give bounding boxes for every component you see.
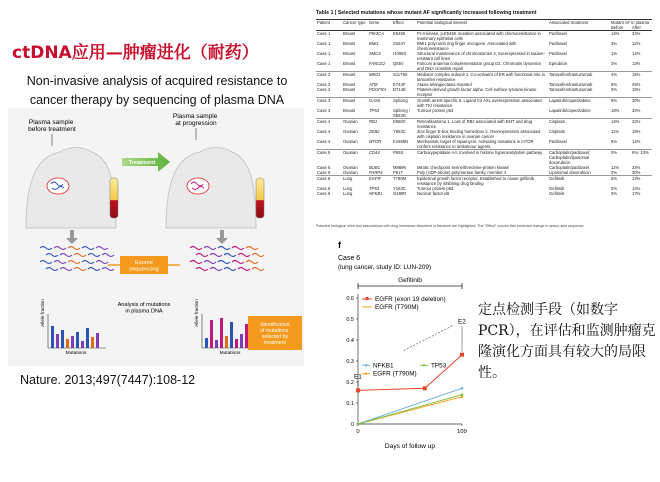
data-point (460, 353, 464, 357)
table-cell: Q55V (393, 61, 404, 66)
data-point (461, 393, 464, 396)
table-row (316, 98, 652, 109)
legend-label: EGFR (T790M) (373, 370, 417, 378)
table-cell: I1006S (393, 51, 407, 56)
allele-bar (230, 322, 233, 348)
table-cell: 34% (632, 165, 641, 170)
treatment-label: Gefitinib (398, 277, 422, 284)
table-cell: 15% (632, 87, 641, 92)
slide-title: ctDNA应用—肿瘤进化（耐药） (12, 43, 259, 63)
allele-bar (225, 336, 228, 348)
table-row (316, 87, 652, 98)
y-tick-label: 0.2 (346, 380, 354, 386)
table-cell: E744F (393, 82, 406, 87)
case6-chart (336, 238, 472, 478)
table-cell: Structural maintenance of chromosomes 4; overexpressed in taxane-resistant cell lines (417, 51, 546, 61)
table-cell: Gefitinib (548, 176, 610, 187)
table-cell: Case 6 (316, 176, 342, 187)
y-tick-label: 0.3 (346, 359, 354, 365)
table-cell: Ovarian (343, 170, 358, 175)
allele-bar (51, 326, 54, 348)
table-cell: TP53 (369, 108, 380, 113)
treatment-label: Treatment (128, 160, 156, 166)
legend-marker (366, 297, 369, 300)
table-cell: Case 1 (317, 41, 331, 46)
table-row (316, 129, 652, 139)
table-cell: Platelet-derived growth factor alpha. Cell surface tyrosine kinase receptor (417, 87, 537, 97)
x-axis-label: Days of follow up (384, 443, 436, 450)
table-cell: RB1 (368, 119, 392, 130)
label-before-treatment (28, 119, 76, 133)
table-cell: K1655N (393, 139, 409, 144)
table-cell: Case 1 (317, 61, 331, 66)
table-cell: 14% (632, 186, 641, 191)
allele-bar (210, 320, 213, 348)
table-cell: E580X (392, 119, 416, 130)
chart-subtitle: (lung cancer, study ID: LUN-209) (338, 264, 432, 271)
y-tick-label: 0.5 (346, 317, 354, 323)
table-cell: 34% (632, 31, 641, 36)
workflow-diagram (8, 108, 304, 366)
table-cell: D714E (393, 87, 406, 92)
table-cell: ATM (369, 82, 378, 87)
table-cell: Cisplatin (548, 119, 610, 130)
col-effect: Effect (392, 20, 416, 26)
table-cell: Case 6 (317, 191, 331, 196)
table-cell: Tamoxifen/trastuzumab (549, 82, 593, 87)
table-cell: 15% (631, 72, 652, 83)
identification-box (248, 316, 302, 350)
x-axis-label-left: Mutations (65, 351, 87, 356)
table-cell: Paclitaxel (549, 51, 567, 56)
table-cell: Lapatinib/capecitabine (549, 108, 591, 113)
table-cell: Lung (343, 191, 353, 196)
table-cell: Growth arrest-specific 6. Ligand for AXL overexpression associated with TKI resistance (416, 98, 548, 109)
table-cell: Paclitaxel (549, 41, 567, 46)
legend-marker (423, 364, 425, 366)
table-cell: Case 1 (317, 51, 331, 56)
table-row (316, 51, 652, 61)
analysis-text: Analysis of mutations in plasma DNA (117, 302, 171, 315)
tumor-icon-left (47, 178, 69, 194)
table-cell: Liposomal doxorubicin (549, 170, 591, 175)
table-cell: M869K (393, 165, 407, 170)
table-cell: Splicing (392, 98, 416, 109)
table-row (316, 191, 652, 196)
table-cell: 17% (632, 191, 641, 196)
legend-marker (365, 373, 367, 375)
table-row (316, 108, 652, 119)
blood-tube-left (110, 178, 118, 218)
table-caption: Table 1 | Selected mutations whose mutant AF significantly increased following treatment (316, 10, 537, 16)
chart-panel-letter: f (338, 240, 341, 250)
chinese-note: 定点检测手段（如数字PCR），在评估和监测肿瘤克隆演化方面具有较大的局限性。 (478, 302, 656, 381)
table-cell: Ovarian (343, 129, 358, 134)
table-cell: S324Y (393, 41, 406, 46)
table-cell: 18% (611, 108, 620, 113)
table-row (316, 41, 652, 51)
chart-title: Case 6 (338, 255, 361, 262)
table-cell: 14% (632, 51, 641, 56)
series-line (358, 395, 462, 424)
table-cell: BMI1 polycomb ring finger oncogene. Associated with chemoresistance (417, 41, 517, 51)
col-mutant-af: Mutant AF in plasma (610, 20, 652, 26)
table-cell: Nuclear factor κB (417, 191, 450, 196)
table-cell: G489R (393, 191, 407, 196)
allele-bar (56, 334, 59, 348)
citation: Nature. 2013;497(7447):108-12 (20, 373, 196, 387)
table-cell: 12% (632, 41, 641, 46)
table-cell: Paclitaxel (549, 31, 567, 36)
table-cell: Breast (343, 87, 356, 92)
table-cell: Carboplatin/paclitaxel (549, 165, 590, 170)
table-cell: Case 6 (317, 186, 331, 191)
y-tick-label: 0.6 (346, 296, 354, 302)
table-cell: 0% (611, 191, 618, 196)
table-cell: 22% (631, 119, 652, 130)
table-cell: T790M (392, 176, 416, 187)
table-cell: 0% (610, 150, 631, 166)
table-cell: 2% (611, 170, 618, 175)
table-cell: Breast (342, 72, 368, 83)
table-cell: 15% (632, 129, 641, 134)
table-cell: Mitotic checkpoint serine/threonine-protein kinase (417, 165, 509, 170)
y-axis-label-right: Allele fraction (194, 299, 199, 327)
table-cell: Epirubicin (549, 61, 568, 66)
allele-bar (240, 334, 243, 348)
table-row (316, 176, 652, 187)
table-row (316, 31, 652, 42)
legend-label: EGFR (T790M) (375, 304, 419, 311)
table-cell: BMI1 (369, 41, 379, 46)
table-cell: Fanconi anaemia complementation group D2. Chromatin dynamics and DNA crosslink repair (417, 61, 542, 71)
svg-text:Exomesequencing: Exome sequencing (129, 260, 159, 273)
table-cell: 11% (611, 165, 620, 170)
legend-label: TP53 (431, 362, 447, 370)
table-cell: Case 5 (317, 165, 331, 170)
table-cell: PDGFRA (369, 87, 387, 92)
table-cell: Case 1 (317, 31, 331, 36)
table-cell: 6% (611, 82, 618, 87)
table-cell: Lung (342, 176, 368, 187)
table-cell: Carboxypeptidase A4. Involved in histone hyperacetylation pathway (416, 150, 548, 166)
table-cell: Ovarian (342, 150, 368, 166)
table-cell: 9% (610, 98, 631, 109)
table-cell: 1% (611, 51, 618, 56)
table-cell: Case 4 (316, 119, 342, 130)
table-cell: Breast (343, 108, 356, 113)
y-tick-label: 0.1 (346, 401, 354, 407)
table-cell: GAS6 (368, 98, 392, 109)
table-cell: BUB1 (369, 165, 380, 170)
allele-bar (76, 332, 79, 348)
table-cell: MTOR (369, 139, 382, 144)
table-cell: Poly (ADP-ribose) polymerase family, member 4 (417, 170, 507, 175)
y-axis-label-left: Allele fraction (40, 299, 45, 327)
table-cell: 6%; 13% (631, 150, 652, 166)
table-cell: Breast (343, 61, 356, 66)
label-at-progression: Plasma sample at progression (172, 113, 218, 127)
table-footnote: Potential biological roles and associations with drug resistance described in literature are highlighted. The "Effect" column lists predicted change in amino-acid sequence. (316, 224, 585, 228)
table-cell: Case 2 (317, 82, 331, 87)
col-gene: Gene (368, 20, 392, 26)
table-cell: ZEB2 (369, 129, 380, 134)
table-cell: Carboplatin/paclitaxel; Carboplatin/liposomal doxorubicin (548, 150, 610, 166)
table-cell: Tamoxifen/trastuzumab (548, 72, 610, 83)
table-cell: Epidermal growth factor receptor. Established to cause gefitinib resistance by inhibiting drug binding (416, 176, 548, 187)
allele-bar (71, 336, 74, 348)
table-row (316, 150, 652, 166)
allele-bar (86, 328, 89, 348)
svg-text:Identificationof mutations: Identification of mutations selected by treatment (260, 322, 290, 346)
data-point (423, 386, 427, 390)
tumor-icon-right (187, 178, 209, 194)
col-patient: Patient (316, 20, 342, 26)
table-cell: Tumour protein p53 (417, 108, 454, 113)
table-cell: Case 2 (317, 87, 331, 92)
label-before-line1: Plasma sample (28, 119, 74, 126)
table-cell: 45% (632, 82, 641, 87)
x-tick-label: 109 (457, 429, 467, 435)
table-cell: TP53 (369, 186, 380, 191)
table-cell: Case 3 (317, 108, 331, 113)
table-cell: Gefitinib (549, 191, 565, 196)
col-after: After (631, 25, 652, 31)
table-cell: Breast (342, 98, 368, 109)
table-cell: 30% (631, 98, 652, 109)
table-cell: Paclitaxel (549, 139, 567, 144)
legend-marker (365, 364, 367, 366)
table-cell: Case 3 (316, 98, 342, 109)
table-cell: Breast (343, 31, 356, 36)
table-cell: 4% (610, 72, 631, 83)
table-cell: PIK3CA (369, 31, 384, 36)
allele-bar (96, 333, 99, 348)
table-cell: S1179X (392, 72, 416, 83)
table-cell: E545K (393, 31, 406, 36)
table-cell: Y663C (393, 129, 406, 134)
allele-bar (220, 318, 223, 348)
legend-label: NFKB1 (373, 362, 394, 370)
table-row (316, 119, 652, 130)
table-cell: Case 4 (317, 139, 331, 144)
point-label-e1: E1 (354, 373, 362, 381)
series-line (358, 388, 462, 424)
table-cell: 0% (611, 186, 618, 191)
table-cell: CD44 (368, 150, 392, 166)
y-tick-label: 0.4 (346, 338, 354, 344)
x-axis-label-right: Mutations (219, 351, 241, 356)
table-cell: 30% (632, 170, 641, 175)
table-cell: Splicing / S553G (393, 108, 410, 118)
trend-dash (404, 325, 454, 350)
table-cell: 13% (631, 176, 652, 187)
col-biological-interest: Potential biological interest (416, 20, 548, 26)
col-before: Before (610, 25, 631, 31)
table-cell: Zinc finger E-box binding homeobox 2. Overexpression associated with cisplatin resistance in ovarian cancer (417, 129, 541, 139)
data-point (356, 388, 360, 392)
table-cell: P91T (393, 170, 404, 175)
table-cell: Retinoblastoma 1. Loss of RB1 associated with EMT and drug resistance (416, 119, 548, 130)
table-cell: 11% (611, 129, 620, 134)
table-cell: Cisplatin (549, 129, 566, 134)
allele-bar (205, 338, 208, 348)
mutation-table-panel (316, 10, 652, 232)
table-cell: Gefitinib (549, 186, 565, 191)
table-cell: Case 2 (316, 72, 342, 83)
table-cell: 0% (611, 87, 618, 92)
allele-bar (215, 340, 218, 348)
table-cell: 3% (611, 41, 618, 46)
table-cell: FANCE2 (369, 61, 386, 66)
table-row (316, 72, 652, 83)
x-tick-label: 0 (356, 429, 360, 435)
table-cell: PARP4 (369, 170, 383, 175)
table-cell: Lung (343, 186, 353, 191)
data-point (357, 423, 360, 426)
table-cell: Mechanistic target of rapamycin. Activating mutations in mTOR confers resistance to antitumour agents (417, 139, 534, 149)
table-cell: Case 4 (317, 129, 331, 134)
table-cell: NFKB1 (369, 191, 383, 196)
table-cell: Ovarian (343, 139, 358, 144)
table-cell: SMC4 (369, 51, 381, 56)
table-cell: Ovarian (343, 165, 358, 170)
col-treatment: Associated treatment (548, 20, 610, 26)
table-cell: Tumour protein p53 (417, 186, 454, 191)
mutation-table (316, 19, 652, 196)
table-row (316, 61, 652, 72)
y-tick-label: 0 (350, 422, 354, 428)
allele-bar (61, 330, 64, 348)
table-cell: Case 5 (317, 170, 331, 175)
paper-title: Non-invasive analysis of acquired resistance to cancer therapy by sequencing of plasma DNA (26, 74, 288, 107)
table-cell: P55S (392, 150, 416, 166)
allele-bar (235, 339, 238, 348)
table-cell: Ovarian (342, 119, 368, 130)
table-cell: Y163C (393, 186, 406, 191)
col-cancer-type: Cancer type (342, 20, 368, 26)
data-point (461, 387, 464, 390)
table-cell: Mediator complex subunit 1. Co-activator of ER with functional role in tamoxifen resistance (416, 72, 548, 83)
table-cell: Tamoxifen/trastuzumab (549, 87, 593, 92)
table-cell: 13% (632, 61, 641, 66)
legend-label: EGFR (exon 19 deletion) (375, 296, 446, 303)
table-cell: Case 5 (316, 150, 342, 166)
table-cell: Breast (343, 82, 356, 87)
table-cell: Lapatinib/capecitabine (548, 98, 610, 109)
table-cell: 14% (611, 31, 620, 36)
table-cell: MED1 (368, 72, 392, 83)
table-cell: 14% (632, 139, 641, 144)
table-cell: PI-3-kinase, p.E545K mutation associated with chemoresistance in mammary epithelial cells (417, 31, 541, 41)
table-cell: 0% (610, 176, 631, 187)
blood-tube-right (256, 178, 264, 218)
allele-bar (66, 339, 69, 348)
point-label-e2: E2 (458, 318, 466, 326)
allele-bar (81, 341, 84, 348)
table-cell: 3% (611, 61, 618, 66)
table-cell: Breast (343, 41, 356, 46)
table-cell: Ataxia telangiectasia mutated (417, 82, 472, 87)
label-before-line2: before treatment (28, 126, 76, 133)
table-cell: 8% (611, 139, 618, 144)
table-cell: 14% (610, 119, 631, 130)
table-cell: 34% (632, 108, 641, 113)
table-row (316, 139, 652, 150)
allele-bar (245, 324, 248, 348)
table-cell: EGFR (368, 176, 392, 187)
allele-bar (91, 337, 94, 348)
table-cell: Breast (343, 51, 356, 56)
